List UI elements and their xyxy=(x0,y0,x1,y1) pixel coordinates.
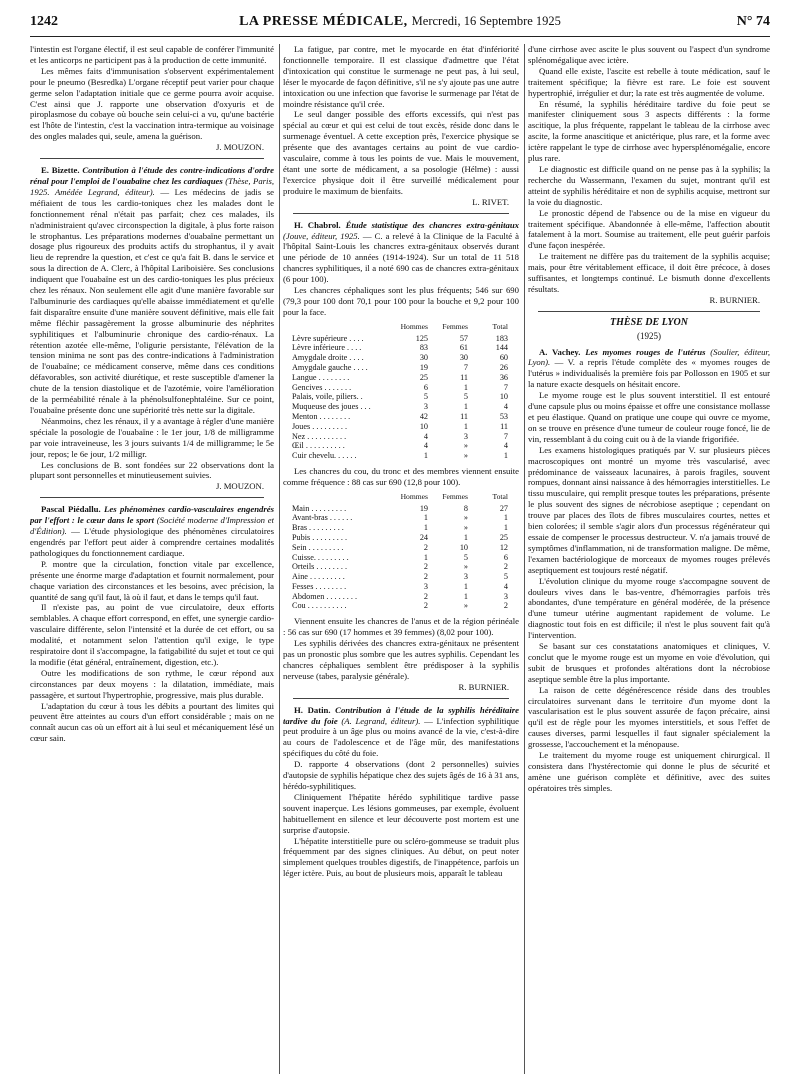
table-row xyxy=(289,543,511,553)
section-year: (1925) xyxy=(637,330,661,341)
women-count: 1 xyxy=(463,532,468,542)
men-count: 24 xyxy=(419,532,428,542)
author-name: H. Datin. xyxy=(294,704,331,715)
paragraph: Le diagnostic est difficile quand on ne pense pas à la syphilis; la recherche du Wassermann, l'examen du sujet, montrant qu'il est atteint de syphilis héréditaire et non de syphilis acquise, mettront sur la voie du diagnostic. xyxy=(528,163,770,207)
paragraph: D. rapporte 4 observations (dont 2 personnelles) suivies d'autopsie de syphilis hépatique chez des sujets âgés de 16 à 31 ans, hérédo-syphilitiques. xyxy=(283,759,519,791)
paragraph: Le traitement ne diffère pas du traitement de la syphilis acquise; mais, pour être véritablement efficace, il doit être précoce, à doses suffisantes, et longtemps continué. Le bismuth donne d'excellents résultats. xyxy=(528,251,770,294)
men-count: 3 xyxy=(423,402,428,412)
table-row xyxy=(289,601,511,611)
women-count: 10 xyxy=(459,542,468,552)
signature: J. MOUZON. xyxy=(215,481,264,492)
table-row xyxy=(289,572,511,582)
men-count: 1 xyxy=(423,523,428,533)
table-row xyxy=(289,343,511,353)
men-count: 42 xyxy=(419,411,428,421)
review-text: — C. a relevé à la Clinique de la Faculté à l'hôpital Saint-Louis les chancres extra-génitaux observés durant une période de 10 années (1914-1924). Sur un total de 11 518 chancres syphilitiques, il a noté 690 cas de chancres extra-génitaux (6 pour 100). xyxy=(283,230,519,285)
review-bizette xyxy=(30,165,274,416)
row-label: Amygdale droite . . . . xyxy=(292,353,364,363)
review-text: — V. a repris l'étude complète des « myomes rouges de l'utérus » individualisés la première fois par Pollosson en 1905 et sur la nature exacte desquels on hésitait encore. xyxy=(528,357,770,390)
women-count: 1 xyxy=(463,402,468,412)
total-count: 6 xyxy=(503,552,508,562)
row-label: Lèvre inférieure . . . . xyxy=(292,343,362,353)
table-row xyxy=(289,422,511,432)
women-count: 7 xyxy=(463,362,468,372)
men-count: 1 xyxy=(423,552,428,562)
women-count: 3 xyxy=(463,572,468,582)
publication: (Soulier, éditeur, Lyon). xyxy=(528,346,770,368)
total-count: 25 xyxy=(499,532,508,542)
table-row xyxy=(289,383,511,393)
page-number: 1242 xyxy=(30,14,58,29)
signature: L. RIVET. xyxy=(472,196,509,207)
paragraph: Le myome rouge est le plus souvent interstitiel. Il est entouré d'une capsule plus ou moins épaisse et offre une consistance mollasse et peu élastique. Quand on pratique une coupe qui ouvre ce myome, on se trouve en présence d'une tumeur de couleur rouge foncé, lie de vin, ressemblant à du coing cuit ou à de la viande frigorifiée. xyxy=(528,390,770,444)
paragraph: Cliniquement l'hépatite hérédo syphilitique tardive passe souvent inaperçue. Les lésions gommeuses, par exemple, évoluent habituellement en silence et leur découverte post mortem est une surprise d'autopsie. xyxy=(283,791,519,835)
table-row xyxy=(289,451,511,461)
column-header: Femmes xyxy=(442,491,468,501)
table-row xyxy=(289,553,511,563)
men-count: 125 xyxy=(415,333,428,343)
row-label: Muqueuse des joues . . . xyxy=(292,402,371,412)
paragraph: Les examens histologiques pratiqués par V. sur plusieurs pièces macroscopiques ont montré un myome très vascularisé, avec prédominance de vaisseaux lacunaires, à parois fragiles, souvent rompues, donnant ainsi naissance à des hémorragies interstitielles. Le tissu musculaire, qui remplit presque toutes les préparations, présente le plus souvent des signes de nécrobiose aseptique ; cependant on trouve par places des îlots de fibres musculaires courtes, nettes et bien colorées; il semble s'agir alors d'un processus régénérateur qui essaie de compenser le processus destructeur. V. n'a jamais trouvé de symptômes d'inflammation, ni de transformation maligne. De même, l'examen bactériologique de morceaux de myomes rouges prélevés aseptiquement est toujours resté négatif. xyxy=(528,444,770,575)
issue-number: N° 74 xyxy=(736,14,770,29)
header-rule xyxy=(30,36,770,37)
issue-date: Mercredi, 16 Septembre 1925 xyxy=(411,14,561,28)
column-left xyxy=(30,44,274,1074)
total-count: 5 xyxy=(503,572,508,582)
paragraph: P. montre que la circulation, fonction vitale par excellence, présente une énorme marge d'adaptation et fournit normalement, pour chaque variation des circonstances et les besoins, avec précision, la quantité de sang qu'il faut, là où il faut, et dans le temps qu'il faut. xyxy=(30,558,274,602)
table-row xyxy=(289,582,511,592)
women-count: 8 xyxy=(463,503,468,513)
men-count: 19 xyxy=(419,503,428,513)
paragraph: Outre les modifications de son rythme, le cœur répond aux circonstances par deux moyens : la dilatation, immédiate, mais passagère, et surtout l'hypertrophie, progressive, mais plus durable. xyxy=(30,667,274,700)
column-right xyxy=(528,44,770,1074)
men-count: 4 xyxy=(423,441,428,451)
signature: R. BURNIER. xyxy=(709,294,760,305)
paragraph: Le seul danger possible des efforts excessifs, qui n'est pas spécial au cœur et qui est celui de tout excès, réside donc dans le surmenage éventuel. A cette exception près, l'exercice physique se présente que des avantages certains au point de vue cardio-vasculaire, comme à tous les points de vue. Mais le mouvement, étant une sorte de médicament, a sa posologie (Hélme) : aussi l'exercice physique doit il être surveillé médicalement pour produire le maximum de bienfaits. xyxy=(283,109,519,196)
row-label: Cuir chevelu. . . . . . xyxy=(292,451,357,461)
men-count: 2 xyxy=(423,562,428,572)
women-count: 30 xyxy=(459,353,468,363)
paragraph: Les syphilis dérivées des chancres extra-génitaux ne présentent pas un pronostic plus sombre que les autres syphilis. Cependant les chancres céphaliques semblent être prédisposer à la syphilis nerveuse (tabes, paralysie générale). xyxy=(283,638,519,681)
author-name: H. Chabrol. xyxy=(294,219,341,230)
table-row xyxy=(289,392,511,402)
table-body xyxy=(289,504,511,612)
men-count: 6 xyxy=(423,382,428,392)
signature: R. BURNIER. xyxy=(458,681,509,692)
author-name: Pascal Piédallu. xyxy=(41,504,101,515)
signature: J. MOUZON. xyxy=(215,142,264,153)
row-label: Pubis . . . . . . . . . xyxy=(292,532,348,542)
men-count: 10 xyxy=(419,421,428,431)
publication: (A. Legrand, éditeur). xyxy=(341,715,421,726)
section-rule xyxy=(40,497,264,498)
table-row xyxy=(289,592,511,602)
row-label: Joues . . . . . . . . . xyxy=(292,421,348,431)
row-label: Bras . . . . . . . . . xyxy=(292,523,344,533)
paragraph: Viennent ensuite les chancres de l'anus et de la région périnéale : 56 cas sur 690 (17 hommes et 39 femmes) (8,02 pour 100). xyxy=(283,616,519,638)
women-count: 61 xyxy=(459,343,468,353)
column-header: Femmes xyxy=(442,321,468,331)
author-name: A. Vachey. xyxy=(539,346,581,357)
table-row xyxy=(289,353,511,363)
work-title: Les phénomènes cardio-vasculaires engendrés par l'effort : le cœur dans le sport xyxy=(30,504,274,526)
review-datin xyxy=(283,705,519,760)
paragraph: Le pronostic dépend de l'absence ou de la mise en vigueur du traitement spécifique. Abandonnée à elle-même, l'affection aboutit fatalement à la mort. Soumise au traitement, elle peut guérir parfois d'une façon inespérée. xyxy=(528,207,770,251)
row-label: Orteils . . . . . . . . xyxy=(292,562,348,572)
total-count: 26 xyxy=(499,362,508,372)
publication: (Thèse, Paris, 1925. Amédée Legrand, éditeur). xyxy=(30,175,274,197)
review-text: — L'étude physiologique des phénomènes circulatoires engendrés par l'effort peut aider à comprendre certaines modalités pathologiques du fonctionnement cardiaque. xyxy=(30,526,274,558)
page-header xyxy=(30,14,770,36)
table-row xyxy=(289,441,511,451)
column-middle xyxy=(283,44,519,1074)
paragraph: L'adaptation du cœur à tous les débits a pourtant des limites qui peuvent être atteintes au cours d'un effort considérable ; mais on ne connaît aucun cas où un effort ait à lui seul et mécaniquement lésé un cœur sain. xyxy=(30,700,274,744)
men-count: 1 xyxy=(423,513,428,523)
review-piedallu xyxy=(30,504,274,559)
review-chabrol xyxy=(283,220,519,285)
women-count: » xyxy=(463,441,468,451)
women-count: 1 xyxy=(463,382,468,392)
row-label: Fesses . . . . . . . . xyxy=(292,581,347,591)
total-count: 53 xyxy=(499,411,508,421)
review-text: — Les médecins de jadis se méfiaient de tous les cardio-toniques chez les malades dont le fonctionnement rénal n'était pas parfait; chez ces malades, ils n'administraient qu'avec circonspection la digitale, à plus forte raison le strophantus. Les préparations modernes d'ouabaïne permettant un dosage plus rigoureux des produits actifs du strophantus, il y avait lieu de reprendre la question, et c'est ce qu'a fait B. dans le service et sous la direction de A. Clerc, à l'hôpital Lariboisière. Ses conclusions indiquent que l'ouabaïne est un des cardio-toniques les plus précieux chez les rénaux. Non seulement elle agit d'une manière favorable sur l'albuminurie des cardiaques qu'elle abaisse immédiatement et qu'elle fait disparaître ensuite d'une manière souvent définitive, mais elle fait même fléchir passagèrement la grosse albuminurie des néphrites syphilitiques et l'albuminurie chronique des cardio-rénaux. La rétention azotée elle-même, l'oligurie persistante, l'élévation de la tension minima ne sont pas des contre-indications à l'administration de l'ouabaïne; ce médicament conserve, même dans ces conditions défavorables, son activité diurétique, et reste susceptible d'amener la chute de la tension diastolique et de l'azotémie, voire l'amélioration de la perméabilité rénale à la phénolsulfonephtaléine. Sur ce point, l'ouabaïne présente donc une supériorité très nette sur la digitale. xyxy=(30,186,274,415)
row-label: Amygdale gauche . . . . xyxy=(292,362,368,372)
men-count: 2 xyxy=(423,542,428,552)
column-divider xyxy=(279,44,280,1074)
total-count: 12 xyxy=(499,542,508,552)
men-count: 3 xyxy=(423,581,428,591)
total-count: 7 xyxy=(503,382,508,392)
paragraph: L'évolution clinique du myome rouge s'accompagne souvent de douleurs vives dans le bas-ventre, d'hémorragies parfois très abondantes, d'une température en général modérée, de la présence d'une tumeur utérine augmentant rapidement de volume. Le diagnostic tout fois en est difficile; il n'est le plus souvent fait qu'à l'intervention. xyxy=(528,575,770,641)
author-name: E. Bizette. xyxy=(41,165,80,176)
women-count: » xyxy=(463,451,468,461)
table-header-row xyxy=(289,492,511,504)
row-label: Cou . . . . . . . . . . xyxy=(292,601,347,611)
row-label: Abdomen . . . . . . . . xyxy=(292,591,358,601)
section-heading: THÈSE DE LYON xyxy=(610,316,688,328)
total-count: 144 xyxy=(495,343,508,353)
paragraph: Les chancres céphaliques sont les plus fréquents; 546 sur 690 (79,3 pour 100 dont 70,1 pour 100 pour la bouche et 9,2 pour 100 pour la face. xyxy=(283,285,519,317)
paragraph: Le traitement du myome rouge est uniquement chirurgical. Il consistera dans l'hystérectomie qui donne le plus de sécurité et amène une guérison complète et définitive, avec des suites opératoires très simples. xyxy=(528,750,770,793)
women-count: » xyxy=(463,513,468,523)
publication: (Jouve, éditeur, 1925. xyxy=(283,230,360,241)
row-label: Main . . . . . . . . . xyxy=(292,503,347,513)
row-label: Nez . . . . . . . . . . xyxy=(292,431,347,441)
men-count: 30 xyxy=(419,353,428,363)
total-count: 2 xyxy=(503,562,508,572)
row-label: Menton . . . . . . . . xyxy=(292,411,351,421)
table-row xyxy=(289,562,511,572)
total-count: 4 xyxy=(503,402,508,412)
paragraph: La fatigue, par contre, met le myocarde en état d'infériorité fonctionnelle temporaire. Il est classique d'admettre que l'état d'intoxication qui constitue le surmenage ne peut pas, à lui seul, léser le myocarde de façon définitive, s'il ne s'y ajoute pas une autre intoxication ou une infection que favorise le surmenage par l'état de moindre résistance qu'il crée. xyxy=(283,44,519,109)
total-count: 11 xyxy=(500,421,508,431)
work-title: Étude statistique des chancres extra-génitaux xyxy=(345,219,519,230)
table-row xyxy=(289,363,511,373)
table-header-row xyxy=(289,322,511,334)
total-count: 60 xyxy=(499,353,508,363)
paragraph: Les mêmes faits d'immunisation s'observent expérimentalement pour le pneumo (Besredka) L'organe réceptif peut varier pour chaque germe selon l'adaptation initiale que ce germe pourra avoir acquise. C'est ainsi que J. rapporte une observation d'oxyuris et de piroplasmose du cobaye où bouche sein celui-ci a vu, qu'une bactérie est l'hôte de l'intestin, c'est la vaccination intra-termique au voisinage des ongles malades qui, seule, amena la guérison. xyxy=(30,65,274,142)
total-count: 1 xyxy=(503,451,508,461)
total-count: 1 xyxy=(503,513,508,523)
table-row xyxy=(289,523,511,533)
row-label: Lèvre supérieure . . . . xyxy=(292,333,364,343)
section-rule xyxy=(538,311,760,312)
women-count: 1 xyxy=(463,591,468,601)
table-row xyxy=(289,373,511,383)
column-header: Hommes xyxy=(400,321,428,331)
men-count: 2 xyxy=(423,572,428,582)
total-count: 4 xyxy=(503,441,508,451)
work-title: Les myomes rouges de l'utérus xyxy=(585,346,706,357)
paragraph: d'une cirrhose avec ascite le plus souvent ou l'aspect d'un syndrome splénomégalique avec ictère. xyxy=(528,44,770,65)
men-count: 2 xyxy=(423,591,428,601)
table-body xyxy=(289,334,511,461)
table-row xyxy=(289,432,511,442)
section-rule xyxy=(293,213,509,214)
column-header: Hommes xyxy=(400,491,428,501)
women-count: » xyxy=(463,601,468,611)
men-count: 1 xyxy=(423,451,428,461)
women-count: » xyxy=(463,523,468,533)
total-count: 7 xyxy=(503,431,508,441)
section-rule xyxy=(40,158,264,159)
publication: (Société moderne d'Impression et d'Édition). xyxy=(30,515,274,537)
cephalic-chancres-table xyxy=(289,322,511,461)
row-label: Sein . . . . . . . . . xyxy=(292,542,344,552)
men-count: 2 xyxy=(423,601,428,611)
paragraph: La raison de cette dégénérescence réside dans des troubles circulatoires survenant dans le territoire d'un myome dont la vascularisation est le plus souvent assurée de façon précaire, ainsi qu'il est de règle pour les myomes interstitiels, et sous l'effet de causes diverses, parmi lesquelles il faut signaler spécialement la grossesse, l'accouchement et la ménopause. xyxy=(528,684,770,750)
column-header: Total xyxy=(492,321,508,331)
work-title: Contribution à l'étude des contre-indications d'ordre rénal pour l'emploi de l'ouabaïne chez les cardiaques xyxy=(30,165,274,186)
paragraph: Les chancres du cou, du tronc et des membres viennent ensuite comme fréquence : 88 cas sur 690 (12,8 pour 100). xyxy=(283,465,519,487)
journal-name: LA PRESSE MÉDICALE, xyxy=(239,14,408,29)
paragraph: En résumé, la syphilis héréditaire tardive du foie peut se manifester cliniquement sous 3 aspects différents : la forme ascitique, la plus fréquente, rappelant le tableau de la cirrhose avec ascite, la forme anascitique et anictérique, plus rare, et la forme avec ictère rappelant le type de cirrhose avec hypersplénomégalie, encore plus rare. xyxy=(528,98,770,164)
total-count: 4 xyxy=(503,581,508,591)
men-count: 83 xyxy=(419,343,428,353)
paragraph: l'intestin est l'organe électif, il est seul capable de conférer l'immunité et les anticorps ne participent pas à la production de cette immunité. xyxy=(30,44,274,65)
row-label: Cuisse. . . . . . . . . xyxy=(292,552,349,562)
table-row xyxy=(289,412,511,422)
women-count: 1 xyxy=(463,581,468,591)
column-header: Total xyxy=(492,491,508,501)
review-vachey xyxy=(528,347,770,391)
row-label: Avant-bras . . . . . . xyxy=(292,513,353,523)
row-label: Palais, voile, piliers. . xyxy=(292,392,363,402)
paragraph: Néanmoins, chez les rénaux, il y a avantage à régler d'une manière spéciale la posologie de l'ouabaïne : le 1er jour, 1/8 de milligramme par voie intraveineuse, les 3 jours suivants 1/4 de milligramme; le 5e jour, repos; le 6e jour, 1/2 milligr. xyxy=(30,415,274,459)
running-title xyxy=(30,14,770,30)
paragraph: Les conclusions de B. sont fondées sur 22 observations dont la plupart sont personnelles et minutieusement suivies. xyxy=(30,459,274,481)
work-title: Contribution à l'étude de la syphilis héréditaire tardive du foie xyxy=(283,704,519,726)
women-count: 11 xyxy=(460,372,468,382)
column-divider xyxy=(524,44,525,1074)
women-count: 57 xyxy=(459,333,468,343)
men-count: 25 xyxy=(419,372,428,382)
total-count: 183 xyxy=(495,333,508,343)
total-count: 36 xyxy=(499,372,508,382)
row-label: Gencives . . . . . . . xyxy=(292,382,352,392)
table-row xyxy=(289,504,511,514)
paragraph: Se basant sur ces constatations anatomiques et cliniques, V. conclut que le myome rouge est un myome en voie d'évolution, qui subit de brusques et profondes altérations dont la nécrobiose aseptique semble être la plus importante. xyxy=(528,641,770,684)
paragraph: Il n'existe pas, au point de vue circulatoire, deux efforts semblables. A chaque effort correspond, en effet, une synergie cardio-vasculaire différente, selon l'intensité et la durée de cet effort, ou sa modalité, et notamment selon l'attention qu'il exige, le type respiratoire dont il s'accompagne, la fatigabilité du sujet et tout ce qui la modifie (état général, entraînement, digestion, etc.). xyxy=(30,602,274,667)
row-label: Aine . . . . . . . . . xyxy=(292,572,345,582)
total-count: 10 xyxy=(499,392,508,402)
table-row xyxy=(289,513,511,523)
total-count: 27 xyxy=(499,503,508,513)
women-count: 1 xyxy=(463,421,468,431)
women-count: 3 xyxy=(463,431,468,441)
women-count: 5 xyxy=(463,392,468,402)
total-count: 2 xyxy=(503,601,508,611)
table-row xyxy=(289,533,511,543)
women-count: » xyxy=(463,562,468,572)
paragraph: Quand elle existe, l'ascite est rebelle à toute médication, sauf le traitement spécifique; la fièvre est rare. Le foie est souvent hypertrophié, irrégulier et dur; la rate est très augmentée de volume. xyxy=(528,65,770,98)
row-label: Langue . . . . . . . . xyxy=(292,372,350,382)
total-count: 3 xyxy=(503,591,508,601)
paragraph: L'hépatite interstitielle pure ou scléro-gommeuse se traduit plus fréquemment par des signes cliniques. Au début, on peut noter simplement quelques troubles digestifs, de l'inappétence, parfois un léger ictère. Puis, au bout de plusieurs mois, apparaît le tableau xyxy=(283,835,519,879)
total-count: 1 xyxy=(503,523,508,533)
table-row xyxy=(289,334,511,344)
men-count: 19 xyxy=(419,362,428,372)
trunk-limb-chancres-table xyxy=(289,492,511,612)
men-count: 4 xyxy=(423,431,428,441)
table-row xyxy=(289,402,511,412)
row-label: Œil . . . . . . . . . . xyxy=(292,441,345,451)
men-count: 5 xyxy=(423,392,428,402)
section-rule xyxy=(293,698,509,699)
women-count: 11 xyxy=(460,411,468,421)
women-count: 5 xyxy=(463,552,468,562)
review-text: — L'infection syphilitique peut produire à un âge plus ou moins avancé de la vie, c'est-à-dire au cours de l'adolescence et de l'âge mûr, des manifestations spécifiques du côté du foie. xyxy=(283,715,519,759)
